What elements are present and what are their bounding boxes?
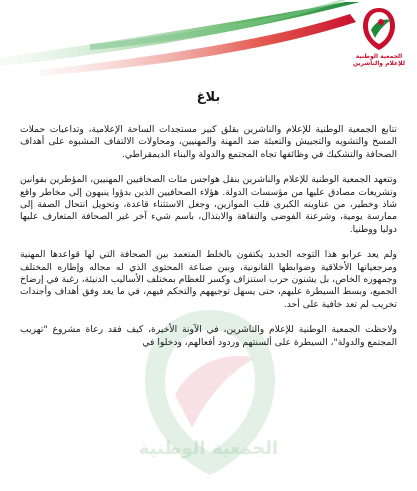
logo-text: [353, 53, 405, 67]
document-title: بلاغ: [196, 90, 221, 105]
association-logo: [347, 4, 411, 78]
logo-text-line2: للإعلام والناشرين: [353, 60, 405, 67]
logo-text-line1: الجمعية الوطنية: [355, 53, 403, 60]
paragraph-2: وتتعهد الجمعية الوطنية للإعلام والناشرين بنقل هواجس مئات الصحافيين المهنيين، المؤطرين بقوانين وتشريعات مصادق عليها من مؤسسات الدولة. هؤلاء الصحافيين الذين بدؤوا ينبهون إلى مخاطر واقع شاذ وخطير، من عناوينه الكبرى قلب الموازين، وجعل الاستثناء قاعدة، وتحويل انتحال الصفة إلى ممارسة يومية، وشرعنة الفوضى والتفاهة والابتذال، باسم شيء آخر غير الصحافة المتعارف عليها دوليا ووطنيا.: [20, 174, 397, 235]
watermark-text: الجمعية الوطنية: [138, 438, 279, 459]
paragraph-1: تتابع الجمعية الوطنية للإعلام والناشرين بقلق كبير مستجدات الساحة الإعلامية، وتداعيات حملات المسخ والتشويه والتجييش والتعبئة ضد المهنة والمهنيين، ومحاولات الالتفاف المشبوه على أهداف الصحافة والتشكيك في وظائفها تجاه المجتمع والدولة والبناء الديمقراطي.: [20, 124, 397, 160]
logo-emblem-icon: [359, 4, 399, 52]
paragraph-3: ولم يعد عرابو هذا التوجه الجديد يكتفون بالخلط المتعمد بين الصحافة التي لها قواعدها المهنية ومرجعياتها الأخلاقية وضوابطها القانونية، وبين صناعة المحتوى الذي له مجاله وإطاره المختلف وجمهوره الخاص، بل يشنون حرب استنزاف وكسر للعظام بمختلف الأساليب الدنيئة، رغبة في إرضاخ الجميع، وبسط السيطرة عليهم، حتى يسهل توجيههم والتحكم فيهم، في ما يعد وفق أهداف وأجندات تخريب لم تعد خافية على أحد.: [20, 249, 397, 310]
header-band: [0, 0, 417, 78]
document-body: [20, 124, 397, 362]
paragraph-4: ولاحظت الجمعية الوطنية للإعلام والناشرين، في الآونة الأخيرة، كيف فقد رعاة مشروع "تهريب المجتمع والدولة"، السيطرة على ألسنتهم وردود أفعالهم، ودخلوا في: [20, 324, 397, 348]
